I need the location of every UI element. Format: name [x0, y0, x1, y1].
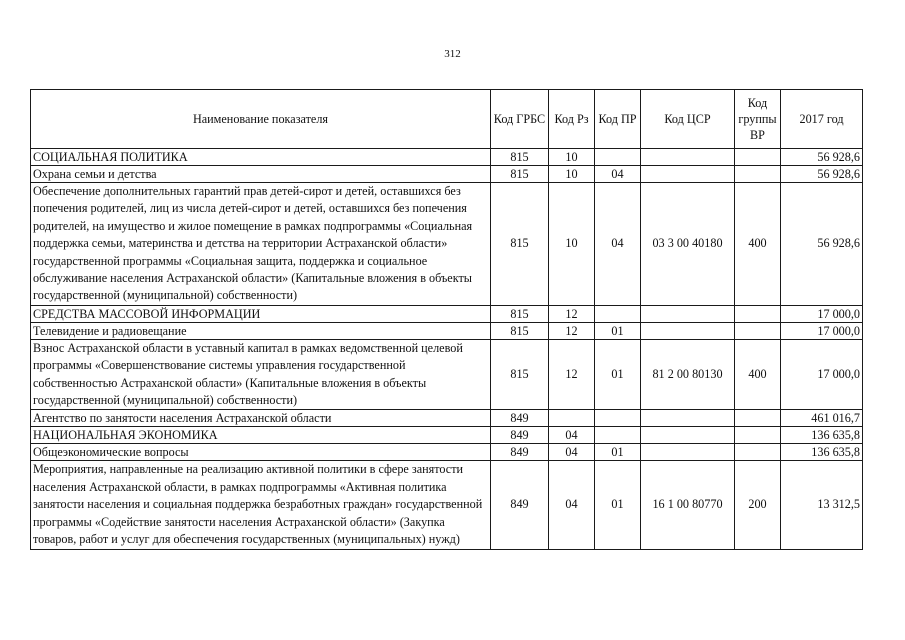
row-pr — [595, 149, 641, 166]
row-grbs: 815 — [491, 339, 549, 410]
row-amount: 56 928,6 — [781, 166, 863, 183]
row-vr — [735, 410, 781, 427]
row-grbs: 815 — [491, 183, 549, 306]
table-header-row — [31, 90, 863, 149]
table-row — [31, 305, 863, 322]
row-rz: 04 — [549, 444, 595, 461]
row-amount: 56 928,6 — [781, 149, 863, 166]
row-rz: 12 — [549, 305, 595, 322]
table-row — [31, 149, 863, 166]
row-csr: 81 2 00 80130 — [641, 339, 735, 410]
row-rz: 10 — [549, 183, 595, 306]
row-rz: 10 — [549, 166, 595, 183]
row-grbs: 849 — [491, 444, 549, 461]
row-name: СРЕДСТВА МАССОВОЙ ИНФОРМАЦИИ — [31, 305, 491, 322]
row-name: Охрана семьи и детства — [31, 166, 491, 183]
row-vr — [735, 305, 781, 322]
row-pr — [595, 305, 641, 322]
row-vr — [735, 444, 781, 461]
row-rz: 12 — [549, 322, 595, 339]
row-amount: 17 000,0 — [781, 339, 863, 410]
table-row — [31, 444, 863, 461]
table-row — [31, 183, 863, 306]
row-pr: 04 — [595, 183, 641, 306]
row-csr — [641, 166, 735, 183]
row-rz — [549, 410, 595, 427]
row-csr — [641, 149, 735, 166]
table-row — [31, 166, 863, 183]
table-row — [31, 339, 863, 410]
table-row — [31, 410, 863, 427]
row-vr: 400 — [735, 183, 781, 306]
row-csr — [641, 322, 735, 339]
header-name: Наименование показателя — [31, 90, 491, 149]
row-csr: 16 1 00 80770 — [641, 461, 735, 549]
row-name: СОЦИАЛЬНАЯ ПОЛИТИКА — [31, 149, 491, 166]
row-pr: 01 — [595, 322, 641, 339]
row-amount: 461 016,7 — [781, 410, 863, 427]
row-amount: 136 635,8 — [781, 444, 863, 461]
row-rz: 12 — [549, 339, 595, 410]
row-csr — [641, 444, 735, 461]
row-vr: 400 — [735, 339, 781, 410]
row-rz: 04 — [549, 461, 595, 549]
header-pr: Код ПР — [595, 90, 641, 149]
row-vr — [735, 322, 781, 339]
row-name: Мероприятия, направленные на реализацию активной политики в сфере занятости населения Астраханской области, в рамках подпрограммы «Активная политика занятости населения и социальная поддержка безработных граждан» государственной программы «Содействие занятости населения Астраханской области» (Закупка товаров, работ и услуг для обеспечения государственных (муниципальных) нужд) — [31, 461, 491, 549]
row-rz: 04 — [549, 427, 595, 444]
row-name: Обеспечение дополнительных гарантий прав детей-сирот и детей, оставшихся без попечения родителей, лиц из числа детей-сирот и детей, оставшихся без попечения родителей, на имущество и жилое помещение в рамках подпрограммы «Социальная поддержка семьи, материнства и детства на территории Астраханской области» государственной программы «Социальная защита, поддержка и социальное обслуживание населения Астраханской области» (Капитальные вложения в объекты государственной (муниципальной) собственности) — [31, 183, 491, 306]
row-grbs: 849 — [491, 461, 549, 549]
row-grbs: 815 — [491, 305, 549, 322]
header-csr: Код ЦСР — [641, 90, 735, 149]
row-csr — [641, 305, 735, 322]
row-name: Общеэкономические вопросы — [31, 444, 491, 461]
row-csr: 03 3 00 40180 — [641, 183, 735, 306]
row-csr — [641, 410, 735, 427]
row-csr — [641, 427, 735, 444]
row-pr: 01 — [595, 444, 641, 461]
row-vr — [735, 149, 781, 166]
row-vr — [735, 427, 781, 444]
row-vr: 200 — [735, 461, 781, 549]
row-name: Взнос Астраханской области в уставный капитал в рамках ведомственной целевой программы «Совершенствование системы управления государственной собственностью Астраханской области» (Капитальные вложения в объекты государственной (муниципальной) собственности) — [31, 339, 491, 410]
row-amount: 17 000,0 — [781, 305, 863, 322]
row-amount: 136 635,8 — [781, 427, 863, 444]
row-name: Агентство по занятости населения Астраханской области — [31, 410, 491, 427]
row-grbs: 815 — [491, 166, 549, 183]
row-pr — [595, 410, 641, 427]
row-pr: 01 — [595, 461, 641, 549]
row-name: НАЦИОНАЛЬНАЯ ЭКОНОМИКА — [31, 427, 491, 444]
table-row — [31, 427, 863, 444]
row-grbs: 815 — [491, 149, 549, 166]
table-row — [31, 322, 863, 339]
table-row — [31, 461, 863, 549]
row-pr — [595, 427, 641, 444]
row-amount: 56 928,6 — [781, 183, 863, 306]
row-amount: 13 312,5 — [781, 461, 863, 549]
budget-table — [30, 89, 863, 550]
row-pr: 04 — [595, 166, 641, 183]
header-year: 2017 год — [781, 90, 863, 149]
header-rz: Код Рз — [549, 90, 595, 149]
row-vr — [735, 166, 781, 183]
header-vr: Код группы ВР — [735, 90, 781, 149]
page-number: 312 — [444, 48, 461, 60]
row-rz: 10 — [549, 149, 595, 166]
row-pr: 01 — [595, 339, 641, 410]
row-grbs: 849 — [491, 427, 549, 444]
row-grbs: 849 — [491, 410, 549, 427]
row-name: Телевидение и радиовещание — [31, 322, 491, 339]
row-grbs: 815 — [491, 322, 549, 339]
row-amount: 17 000,0 — [781, 322, 863, 339]
header-grbs: Код ГРБС — [491, 90, 549, 149]
